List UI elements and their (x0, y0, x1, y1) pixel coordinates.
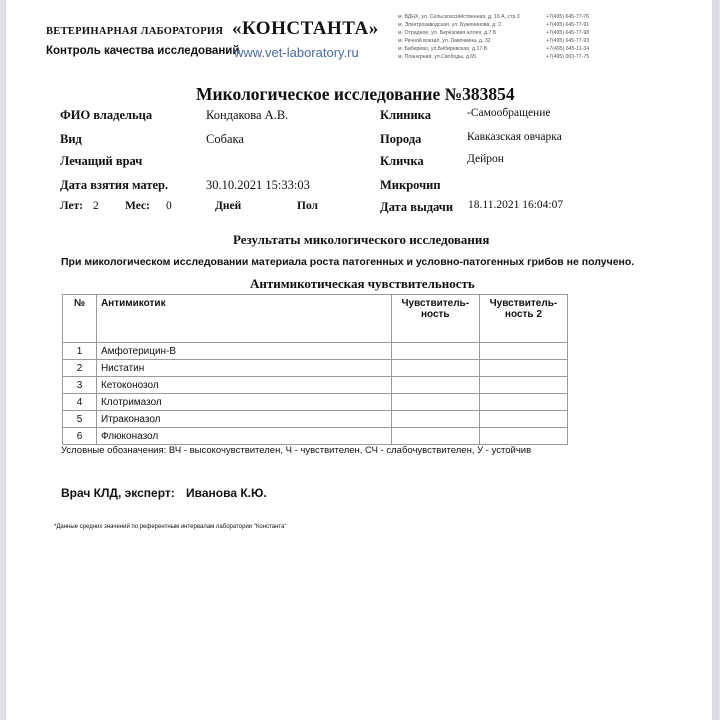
sample-date-label: Дата взятия матер. (60, 178, 169, 192)
sensitivity-table (62, 294, 568, 445)
months-label: Мес: (125, 200, 150, 212)
sex-label: Пол (297, 200, 318, 212)
header-num: № (63, 295, 97, 343)
row-sensitivity-1 (391, 343, 479, 360)
row-num: 4 (63, 394, 97, 411)
row-sensitivity-1 (391, 411, 479, 428)
address-item: м. Бибирево, ул.Бибиревская, д.17-Б (398, 46, 488, 52)
phone-item: +7(495) 645-77-76 (546, 14, 590, 20)
address-item: м. Отрадное, ул. Берёзовая аллея, д.7 Б (398, 30, 497, 36)
sensitivity-title: Антимикотическая чувствительность (250, 276, 475, 291)
table-row (63, 377, 568, 394)
header-sensitivity-2-line1: Чувствитель- (489, 298, 558, 309)
table-header-row (63, 295, 568, 343)
table-row (63, 428, 568, 445)
row-antimycotic: Нистатин (96, 360, 391, 377)
table-row (63, 343, 568, 360)
row-sensitivity-1 (391, 394, 479, 411)
footnote: *Данные средних значений по референтным интервалам лаборатории "Константа" (54, 524, 287, 530)
row-sensitivity-2 (479, 343, 567, 360)
address-item: м. Планерная, ул.Свободы, д.65 (398, 54, 477, 60)
phone-item: +7(495) 645-77-91 (546, 22, 590, 28)
row-sensitivity-2 (479, 377, 567, 394)
row-sensitivity-2 (479, 394, 567, 411)
clinic-label: Клиника (380, 108, 431, 122)
lab-name: ВЕТЕРИНАРНАЯ ЛАБОРАТОРИЯ (46, 26, 224, 37)
results-text: При микологическом исследовании материала роста патогенных и условно-патогенных грибов не получено. (61, 256, 635, 268)
row-num: 1 (63, 343, 97, 360)
header-sensitivity-1 (391, 295, 479, 343)
header-antimycotic: Антимикотик (96, 295, 391, 343)
results-title: Результаты микологического исследования (233, 232, 490, 247)
legend-text: Условные обозначения: ВЧ - высокочувствителен, Ч - чувствителен, СЧ - слабочувствителен, У - устойчив (61, 445, 532, 456)
row-num: 6 (63, 428, 97, 445)
address-item: м. Электрозаводская, ул. Буженинова, д. 2 (398, 22, 502, 28)
species-label: Вид (60, 132, 82, 146)
document-title: Микологическое исследование №383854 (196, 84, 515, 104)
years-label: Лет: (60, 200, 84, 212)
species-value: Собака (206, 132, 244, 146)
row-antimycotic: Амфотерицин-В (96, 343, 391, 360)
vet-label: Лечащий врач (60, 154, 143, 168)
row-antimycotic: Итраконазол (96, 411, 391, 428)
address-item: м. ВДНХ, ул. Сельскохозяйственная, д. 16 А, стр.3 (398, 14, 520, 20)
lab-tagline: Контроль качества исследований (46, 45, 240, 57)
issue-date-label: Дата выдачи (380, 200, 454, 214)
document-page (6, 0, 717, 720)
header-sensitivity-2 (479, 295, 567, 343)
row-sensitivity-2 (479, 411, 567, 428)
row-num: 5 (63, 411, 97, 428)
row-num: 3 (63, 377, 97, 394)
row-sensitivity-1 (391, 360, 479, 377)
phone-list (546, 13, 589, 61)
breed-label: Порода (380, 132, 422, 146)
phone-item: +7(495) 645-77-98 (546, 30, 590, 36)
months-value: 0 (166, 200, 172, 212)
years-value: 2 (93, 200, 99, 212)
breed-value: Кавказская овчарка (467, 131, 562, 143)
issue-date-value: 18.11.2021 16:04:07 (468, 199, 564, 211)
header-sensitivity-1-line1: Чувствитель- (401, 298, 470, 309)
nickname-label: Кличка (380, 154, 424, 168)
table-row (63, 394, 568, 411)
row-sensitivity-1 (391, 377, 479, 394)
signature-label: Врач КЛД, эксперт: (61, 486, 175, 500)
days-label: Дней (215, 200, 242, 212)
row-sensitivity-2 (479, 360, 567, 377)
row-antimycotic: Клотримазол (96, 394, 391, 411)
row-sensitivity-2 (479, 428, 567, 445)
row-antimycotic: Флюконазол (96, 428, 391, 445)
row-num: 2 (63, 360, 97, 377)
row-sensitivity-1 (391, 428, 479, 445)
owner-label: ФИО владельца (60, 108, 153, 122)
phone-item: +7(495) 645-77-93 (546, 38, 590, 44)
row-antimycotic: Кетоконозол (96, 377, 391, 394)
signature-name: Иванова К.Ю. (186, 486, 267, 500)
microchip-label: Микрочип (380, 178, 441, 192)
phone-item: +7(495) 003-77-75 (546, 54, 590, 60)
sample-date-value: 30.10.2021 15:33:03 (206, 178, 310, 192)
table-row (63, 360, 568, 377)
phone-item: +7(495) 645-11-34 (546, 46, 590, 52)
address-item: м. Речной вокзал, ул. Лавочкина, д. 32 (398, 38, 491, 44)
lab-website-link[interactable]: www.vet-laboratory.ru (234, 45, 359, 60)
lab-brand: «КОНСТАНТА» (232, 18, 379, 39)
clinic-value: -Самообращение (467, 107, 551, 119)
page-edge (712, 0, 717, 720)
header-sensitivity-1-line2: ность (420, 309, 450, 320)
table-row (63, 411, 568, 428)
address-list (398, 13, 520, 61)
owner-value: Кондакова А.В. (206, 108, 289, 122)
nickname-value: Дейрон (467, 153, 504, 165)
header-sensitivity-2-line2: ность 2 (504, 309, 542, 320)
